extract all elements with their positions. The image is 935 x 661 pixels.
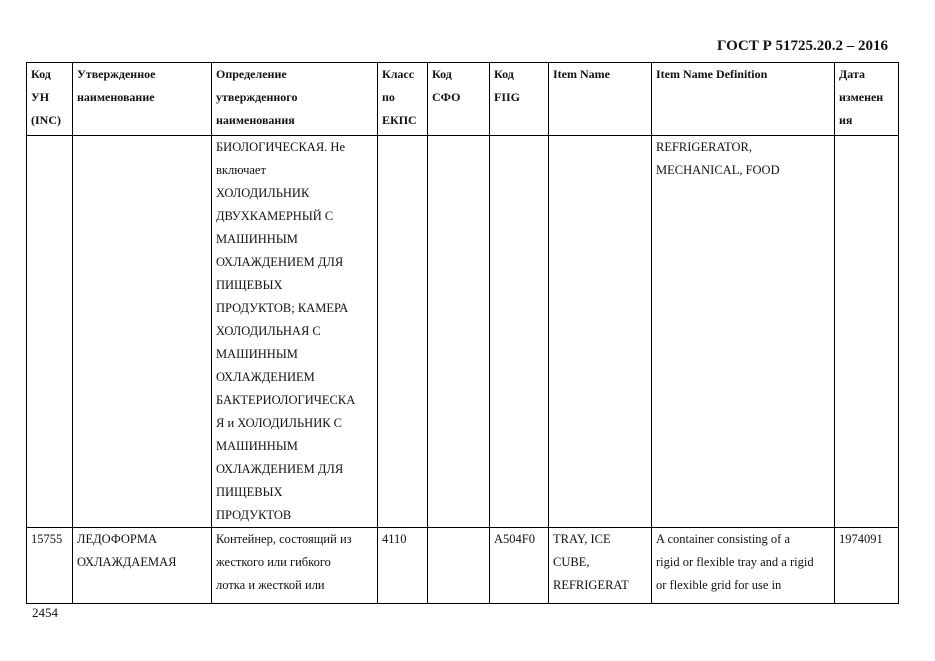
table-row [27, 136, 899, 528]
cell-item-definition: A container consisting of a rigid or flexible tray and a rigid or flexible grid for use in [652, 528, 835, 604]
cell-item-name: TRAY, ICE CUBE, REFRIGERAT [549, 528, 652, 604]
cell-item-definition: REFRIGERATOR, MECHANICAL, FOOD [652, 136, 835, 528]
cell-name [73, 136, 212, 528]
cell-definition: Контейнер, состоящий из жесткого или гибкого лотка и жесткой или [212, 528, 378, 604]
table-row [27, 528, 899, 604]
cell-fiig [490, 136, 549, 528]
document-code: ГОСТ Р 51725.20.2 – 2016 [716, 38, 888, 54]
cell-definition: БИОЛОГИЧЕСКАЯ. Не включает ХОЛОДИЛЬНИК ДВУХКАМЕРНЫЙ С МАШИННЫМ ОХЛАЖДЕНИЕМ ДЛЯ ПИЩЕВЫХ ПРОДУКТОВ; КАМЕРА ХОЛОДИЛЬНАЯ С МАШИННЫМ ОХЛАЖДЕНИЕМ БАКТЕРИОЛОГИЧЕСКА Я и ХОЛОДИЛЬНИК С МАШИННЫМ ОХЛАЖДЕНИЕМ ДЛЯ ПИЩЕВЫХ ПРОДУКТОВ [212, 136, 378, 528]
col-fiig: Код FIIG [490, 63, 549, 136]
cell-sfo [428, 528, 490, 604]
col-approved-name: Утвержденное наименование [73, 63, 212, 136]
cell-item-name [549, 136, 652, 528]
col-class: Класс по ЕКПС [378, 63, 428, 136]
cell-inc: 15755 [27, 528, 73, 604]
col-item-definition: Item Name Definition [652, 63, 835, 136]
catalog-table [26, 62, 899, 604]
col-date: Дата изменен ия [835, 63, 899, 136]
col-inc: Код УН (INC) [27, 63, 73, 136]
cell-sfo [428, 136, 490, 528]
cell-fiig: A504F0 [490, 528, 549, 604]
col-item-name: Item Name [549, 63, 652, 136]
cell-date: 1974091 [835, 528, 899, 604]
page-number: 2454 [32, 605, 58, 620]
cell-date [835, 136, 899, 528]
col-definition: Определение утвержденного наименования [212, 63, 378, 136]
col-sfo: Код СФО [428, 63, 490, 136]
cell-class: 4110 [378, 528, 428, 604]
table-header-row [27, 63, 899, 136]
cell-class [378, 136, 428, 528]
cell-inc [27, 136, 73, 528]
cell-name: ЛЕДОФОРМА ОХЛАЖДАЕМАЯ [73, 528, 212, 604]
